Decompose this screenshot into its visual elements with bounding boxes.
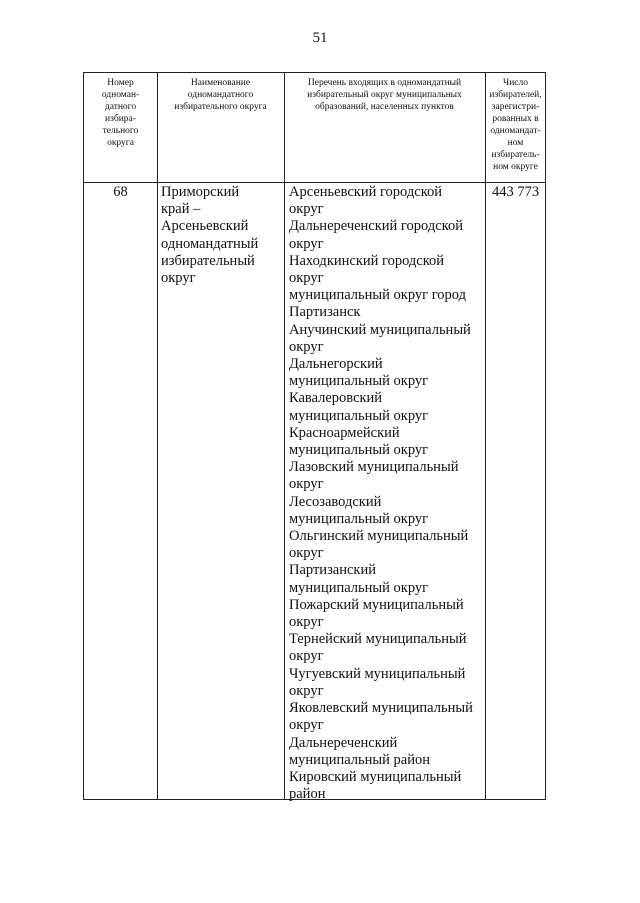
header-divider <box>84 182 545 183</box>
list-item: Дальнереченский городской округ <box>289 218 463 252</box>
district-number: 68 <box>113 184 128 200</box>
voter-count: 443 773 <box>491 184 540 200</box>
page-number: 51 <box>312 30 328 46</box>
list-item: Красноармейский муниципальный округ <box>289 424 429 459</box>
list-item: Анучинский муниципальный округ <box>289 321 471 355</box>
list-item: Партизанский муниципальный округ <box>289 562 429 596</box>
list-item: Тернейский муниципальный округ <box>289 631 467 665</box>
district-name: Приморский край – Арсеньевский одномандатный избирательный округ <box>161 184 259 287</box>
list-item: муниципальный округ город Партизанск <box>289 287 466 321</box>
header-district-number: Номер одноман- датного избира- тельного округа <box>101 78 140 148</box>
district-table <box>83 72 546 803</box>
list-item: Кировский муниципальный район <box>289 768 462 803</box>
list-item: Чугуевский муниципальный округ <box>289 665 466 699</box>
list-item: Пожарский муниципальный округ <box>289 596 464 631</box>
municipalities-list <box>289 184 486 803</box>
header-municipalities-list: Перечень входящих в одномандатный избирательный округ муниципальных образований, населенных пунктов <box>307 78 462 112</box>
header-voter-count: Число избирателей, зарегистри- рованных в одномандат- ном избиратель- ном округе <box>489 78 542 172</box>
list-item: Дальнереченский муниципальный район <box>289 734 430 768</box>
list-item: Ольгинский муниципальный округ <box>289 528 469 562</box>
list-item: Кавалеровский муниципальный округ <box>289 390 429 424</box>
list-item: Дальнегорский муниципальный округ <box>289 356 429 390</box>
list-item: Находкинский городской округ <box>289 252 445 287</box>
list-item: Арсеньевский городской округ <box>289 184 443 218</box>
list-item: Яковлевский муниципальный округ <box>289 700 473 734</box>
list-item: Лазовский муниципальный округ <box>289 459 459 493</box>
list-item: Лесозаводский муниципальный округ <box>289 493 429 527</box>
header-district-name: Наименование одномандатного избирательного округа <box>174 78 267 112</box>
